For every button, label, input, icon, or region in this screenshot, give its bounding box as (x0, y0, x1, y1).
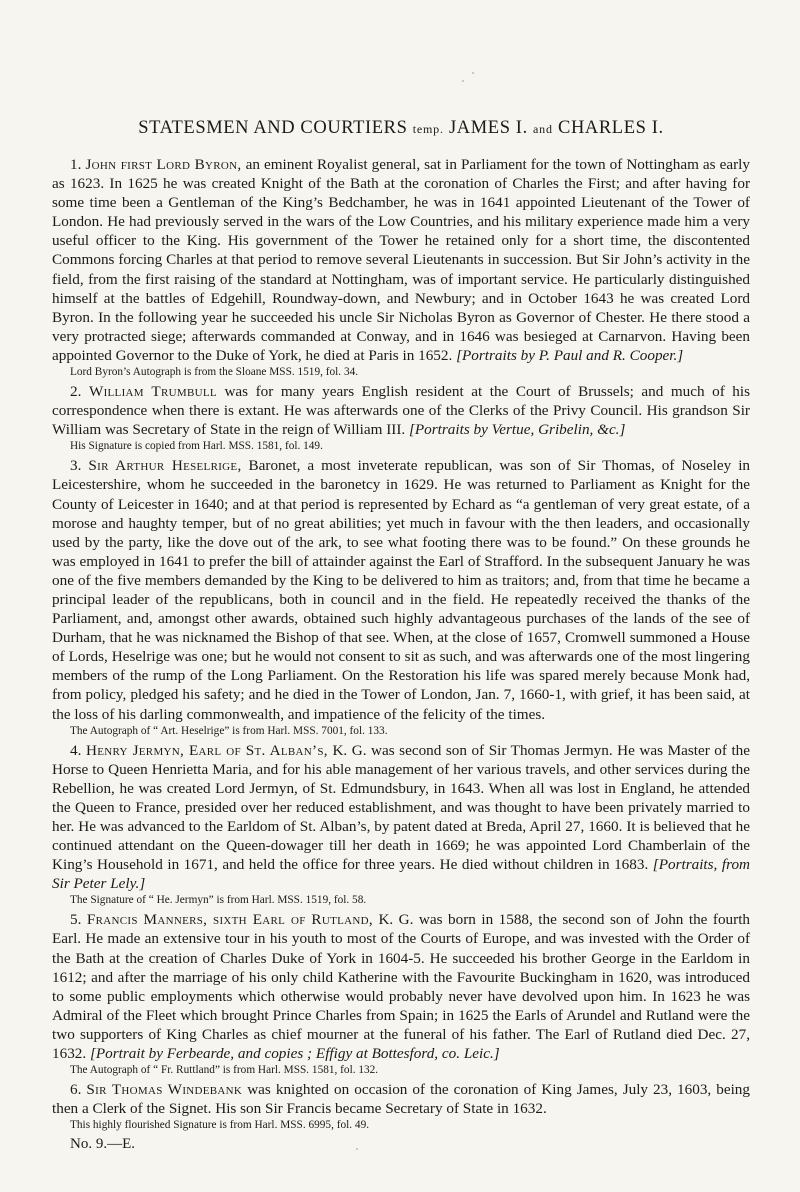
title-and: and (533, 122, 553, 136)
entry-note: The Autograph of “ Art. Heselrige” is from Harl. MSS. 7001, fol. 133. (70, 724, 388, 737)
title-main: STATESMEN AND COURTIERS (138, 118, 408, 138)
entry-note: The Autograph of “ Fr. Ruttland” is from Harl. MSS. 1581, fol. 132. (70, 1064, 379, 1077)
entry-name: William Trumbull (88, 383, 217, 401)
entry-byron (52, 155, 750, 380)
title-end: CHARLES I. (558, 118, 664, 138)
entry-paragraph (52, 910, 750, 1063)
entries (52, 155, 750, 1153)
entry-portraits: [Portraits by P. Paul and R. Cooper.] (456, 346, 684, 364)
entry-name: John first Lord Byron, (85, 156, 242, 173)
entry-text: K. G. was born in 1588, the second son of John the fourth Earl. He made an extensive tour in his youth to most of the Courts of Europe, and was invested with the Order of the Bath at the creation of Charles Duke of York in 1604-5. He succeeded his brother George in the Earldom in 1612; and after the marriage of his only child Katherine with the Favourite Buckingham in 1620, was introduced to some public employments which otherwise would probably never have devolved upon him. In 1623 he was Admiral of the Fleet which brought Prince Charles from Spain; in 1625 the Earls of Arundel and Rutland were the two supporters of King Charles as chief mourner at the funeral of his father. The Earl of Rutland died Dec. 27, 1632. (52, 911, 751, 1063)
entry-number: 1. (70, 156, 82, 173)
paper-speck (472, 72, 474, 74)
entry-paragraph (52, 741, 750, 894)
entry-text: an eminent Royalist general, sat in Parliament for the town of Nottingham as early as 1623. In 1625 he was created Knight of the Bath at the coronation of Charles the First; and after having for some time been a Gentleman of the King’s Bedchamber, he was in 1641 appointed Lieutenant of the Tower of London. He had previously served in the wars of the Low Countries, and his military experience made him a very useful officer to the King. His government of the Tower he retained only for a short time, the discontented Commons forcing Charles at that period to remove several Lieutenants in succession. But Sir John’s activity in the field, from the first raising of the standard at Nottingham, was of important service. He particularly distinguished himself at the battles of Edgehill, Roundway-down, and Newbury; and in October 1643 he was created Lord Byron. In the following year he succeeded his uncle Sir Nicholas Byron as Governor of Chester. He there stood a very protracted siege; afterwards commanded at Conway, and in 1646 was besieged at Carnarvon. Having been appointed Governor to the Duke of York, he died at Paris in 1652. (52, 156, 750, 364)
entry-portraits: [Portrait by Ferbearde, and copies ; Effigy at Bottesford, co. Leic.] (89, 1045, 500, 1063)
entry-note: This highly flourished Signature is from Harl. MSS. 6995, fol. 49. (70, 1119, 370, 1132)
paper-speck (462, 80, 464, 82)
entry-text: was knighted on occasion of the coronation of King James, July 23, 1603, being then a Clerk of the Signet. His son Sir Francis became Secretary of State in 1632. (52, 1081, 750, 1118)
entry-number: 5. (70, 911, 82, 929)
entry-paragraph (52, 456, 750, 723)
entry-name: Sir Arthur Heselrige, (88, 457, 242, 475)
entry-paragraph (52, 155, 750, 365)
entry-paragraph (52, 1080, 750, 1118)
entry-number: 3. (70, 457, 82, 475)
entry-text: K. G. was second son of Sir Thomas Jermyn. He was Master of the Horse to Queen Henrietta Maria, and for his able management of her various travels, and other services during the Rebellion, he was created Lord Jermyn, of St. Edmundsbury, in 1643. When all was lost in England, he attended the Queen to France, presided over her reduced establishment, and was thought to have been privately married to her. He was advanced to the Earldom of St. Alban’s, by patent dated at Breda, April 27, 1660. It is believed that he continued attendant on the Queen-dowager till her death in 1669; he was appointed Lord Chamberlain of the King’s Household in 1671, and held the office for three years. He died without children in 1683. (52, 741, 751, 874)
entry-portraits: [Portraits, from Sir Peter Lely.] (52, 856, 751, 893)
entry-text: Baronet, a most inveterate republican, was son of Sir Thomas, of Noseley in Leicestershire, whom he succeeded in the baronetcy in 1629. He was returned to Parliament as Knight for the County of Leicester in 1640; and at that period is represented by Echard as “a gentleman of very great estate, of a morose and haughty temper, but of no great abilities; yet much in favour with the then leaders, and occasionally used by the party, like the dove out of the ark, to see what footing there was to be found.” On these grounds he was employed in 1641 to prefer the bill of attainder against the Earl of Strafford. In the subsequent January he was one of the five members demanded by the King to be delivered to him as traitors; and, from that time he became a principal leader of the republicans, both in council and in the field. He repeatedly received the thanks of the Parliament, and, amongst other awards, obtained such highly advantageous purchases of the lands of the see of Durham, that he was nicknamed the Bishop of that see. When, at the close of 1657, Cromwell summoned a House of Lords, Heselrige was one; but he would not consent to sit as such, and was afterwards one of the most lingering members of the rump of the Long Parliament. On the Restoration his life was spared merely because Monk had, from policy, pledged his safety; and he died in the Tower of London, Jan. 7, 1660-1, with grief, it has been said, at the loss of his darling commonwealth, and impatience of the felicity of the times. (52, 457, 751, 723)
paper-speck (356, 1148, 358, 1150)
entry-note: Lord Byron’s Autograph is from the Sloane MSS. 1519, fol. 34. (70, 366, 359, 379)
entry-portraits: [Portraits by Vertue, Gribelin, &c.] (408, 421, 626, 439)
title-rest: JAMES I. (448, 118, 528, 138)
signature-mark: No. 9.—E. (70, 1136, 135, 1153)
entry-trumbull (52, 382, 750, 454)
entry-heselrige (52, 456, 750, 738)
entry-name: Sir Thomas Windebank (86, 1081, 243, 1099)
entry-name: Henry Jermyn, Earl of St. Alban’s, (85, 741, 328, 759)
entry-windebank (52, 1080, 750, 1133)
entry-rutland (52, 910, 750, 1078)
entry-note: His Signature is copied from Harl. MSS. 1581, fol. 149. (70, 440, 323, 453)
entry-text: was for many years English resident at the Court of Brussels; and much of his correspondence when there is extant. He was afterwards one of the Clerks of the Privy Council. His grandson Sir William was Secretary of State in the reign of William III. (52, 383, 751, 439)
entry-number: 6. (70, 1081, 82, 1099)
entry-note: The Signature of “ He. Jermyn” is from Harl. MSS. 1519, fol. 58. (70, 894, 367, 907)
title-temp: temp. (412, 122, 444, 136)
entry-number: 2. (70, 383, 82, 401)
entry-jermyn (52, 741, 750, 909)
entry-name: Francis Manners, sixth Earl of Rutland, (86, 911, 373, 929)
entry-number: 4. (70, 741, 82, 759)
page-title (52, 118, 750, 139)
entry-paragraph (52, 382, 750, 439)
